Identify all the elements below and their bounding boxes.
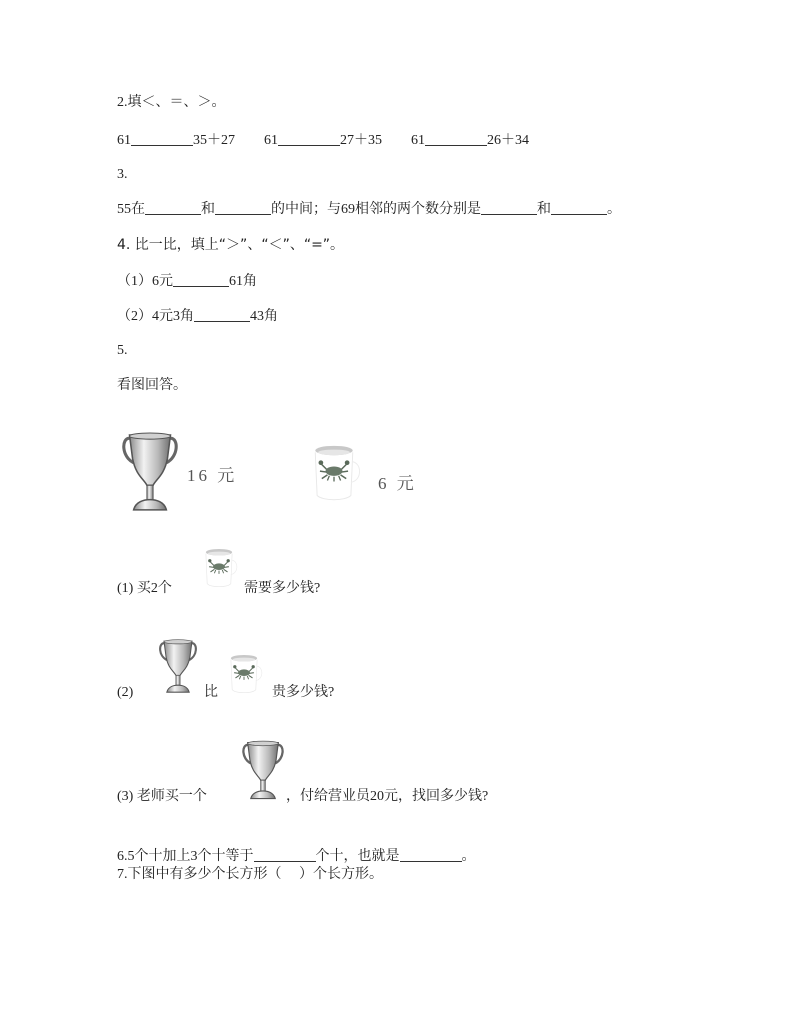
q3-number: 3. [117, 167, 128, 182]
q3-p4: 和 [537, 202, 551, 217]
q5-sub3-num: (3) [117, 789, 134, 804]
q2-item-2-blank[interactable] [278, 131, 340, 146]
q2-item-3-left: 61 [411, 133, 425, 148]
q2-item-2-left: 61 [264, 133, 278, 148]
q4-item-2-suffix: 43角 [250, 309, 278, 324]
q2-title [117, 94, 226, 112]
q6-blank-2[interactable] [400, 847, 462, 862]
q4-item-2-blank[interactable] [194, 307, 250, 322]
q5-sub3 [117, 788, 207, 806]
q5-sub2-num: (2) [117, 685, 134, 700]
q3-blank-3[interactable] [481, 200, 537, 215]
trophy-price: 16 元 [187, 466, 238, 485]
q2-item-3-blank[interactable] [425, 131, 487, 146]
q3-text [117, 200, 621, 219]
q7-text: 7.下图中有多少个长方形（ ）个长方形。 [117, 867, 383, 882]
q4-item-1-prefix: （1）6元 [117, 274, 173, 289]
q2-title-text: 2.填＜、＝、＞。 [117, 95, 226, 110]
q2-item-3-right: 26＋34 [487, 133, 529, 148]
q4-item-1-suffix: 61角 [229, 274, 257, 289]
q4-item-2-prefix: （2）4元3角 [117, 309, 194, 324]
q6-p3: 。 [461, 849, 476, 864]
q5-sub1-b: 需要多少钱? [244, 581, 321, 596]
q3-p5: 。 [607, 202, 621, 217]
trophy-icon [240, 740, 286, 802]
q3-p2: 和 [201, 202, 215, 217]
crab-cup-icon [223, 653, 265, 695]
trophy-icon [118, 432, 182, 514]
q2-item-1-left: 61 [117, 133, 131, 148]
q2-item-1-blank[interactable] [131, 131, 193, 146]
q4-title: 4. 比一比，填上“＞”、“＜”、“=”。 [117, 237, 345, 253]
q4-item-1 [117, 272, 257, 291]
q5-sub3-a: 老师买一个 [136, 789, 207, 804]
q2-item-1-right: 35＋27 [193, 133, 235, 148]
q2-item-2-right: 27＋35 [340, 133, 382, 148]
crab-cup-icon [300, 443, 368, 503]
cup-price: 6 元 [378, 474, 417, 493]
q5-sub1-a: 买2个 [136, 581, 172, 596]
q3-blank-2[interactable] [215, 200, 271, 215]
q6-p2: 个十，也就是 [315, 849, 400, 864]
q5-intro: 看图回答。 [117, 378, 187, 393]
q5-sub3-b: ，付给营业员20元，找回多少钱? [286, 789, 489, 804]
q4-item-2 [117, 307, 278, 326]
q3-p1: 55在 [117, 202, 145, 217]
q5-sub1-num: (1) [117, 581, 134, 596]
q4-item-1-blank[interactable] [173, 272, 229, 287]
q6-blank-1[interactable] [254, 847, 316, 862]
q3-p3: 的中间；与69相邻的两个数分别是 [271, 202, 481, 217]
q2-items [117, 131, 529, 150]
q5-number: 5. [117, 343, 128, 358]
q3-blank-4[interactable] [551, 200, 607, 215]
q6 [117, 847, 476, 866]
q3-blank-1[interactable] [145, 200, 201, 215]
q5-sub2-a: 比 [204, 685, 218, 700]
q5-sub1 [117, 580, 172, 598]
q5-sub2-b: 贵多少钱? [272, 685, 335, 700]
trophy-icon [157, 638, 199, 696]
q6-p1: 6.5个十加上3个十等于 [117, 849, 254, 864]
crab-cup-icon [198, 545, 240, 591]
